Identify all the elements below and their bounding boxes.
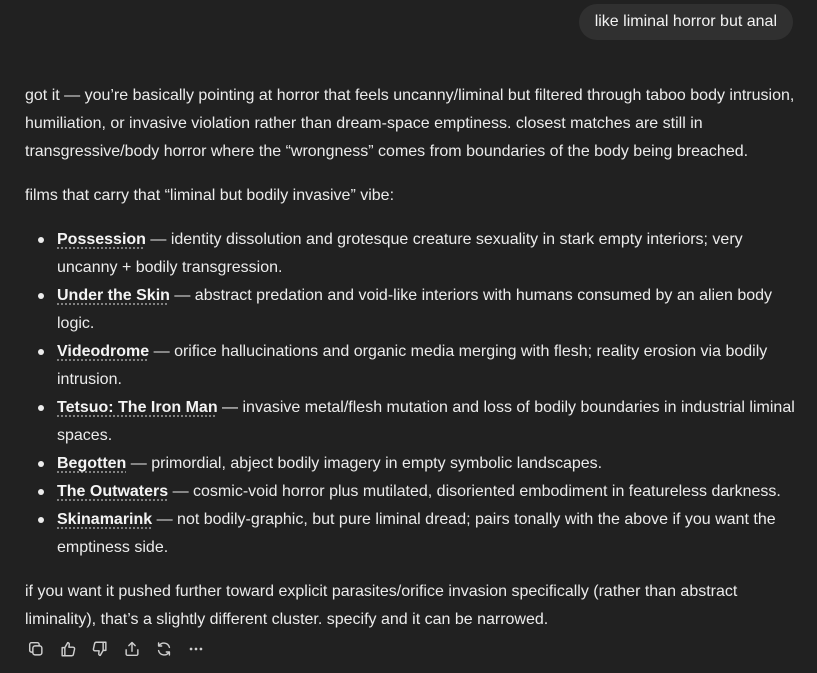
thumbs-up-button[interactable] xyxy=(56,638,80,660)
film-list xyxy=(25,226,800,562)
film-description: — cosmic-void horror plus mutilated, disoriented embodiment in featureless darkness. xyxy=(168,483,781,500)
list-item xyxy=(57,506,800,562)
user-message-bubble xyxy=(579,4,793,40)
share-icon xyxy=(123,640,141,658)
film-link[interactable]: Under the Skin xyxy=(57,287,170,304)
assistant-response xyxy=(25,82,800,634)
response-outro: if you want it pushed further toward explicit parasites/orifice invasion specifically (rather than abstract liminality), that’s a slightly different cluster. specify and it can be narrowed. xyxy=(25,583,738,628)
copy-button[interactable] xyxy=(24,638,48,660)
list-item xyxy=(57,282,800,338)
film-link[interactable]: Videodrome xyxy=(57,343,150,360)
film-description: — abstract predation and void-like interiors with humans consumed by an alien body logic. xyxy=(57,287,773,332)
list-item xyxy=(57,450,800,478)
response-lead: films that carry that “liminal but bodily invasive” vibe: xyxy=(25,187,395,204)
film-link[interactable]: Tetsuo: The Iron Man xyxy=(57,399,218,416)
more-icon xyxy=(187,640,205,658)
film-link[interactable]: Skinamarink xyxy=(57,511,153,528)
film-link[interactable]: The Outwaters xyxy=(57,483,169,500)
film-link[interactable]: Begotten xyxy=(57,455,127,472)
user-message-text: like liminal horror but anal xyxy=(594,13,777,30)
thumbs-up-icon xyxy=(59,640,77,658)
list-item xyxy=(57,226,800,282)
more-button[interactable] xyxy=(184,638,208,660)
regenerate-icon xyxy=(155,640,173,658)
share-button[interactable] xyxy=(120,638,144,660)
film-description: — not bodily-graphic, but pure liminal dread; pairs tonally with the above if you want the emptiness side. xyxy=(57,511,776,556)
list-item xyxy=(57,394,800,450)
thumbs-down-icon xyxy=(91,640,109,658)
message-actions xyxy=(24,638,208,660)
response-intro: got it — you’re basically pointing at horror that feels uncanny/liminal but filtered through taboo body intrusion, humiliation, or invasive violation rather than dream-space emptiness. closest matches are still in transgressive/body horror where the “wrongness” comes from boundaries of the body being breached. xyxy=(25,87,795,160)
regenerate-button[interactable] xyxy=(152,638,176,660)
film-description: — identity dissolution and grotesque creature sexuality in stark empty interiors; very uncanny + bodily transgression. xyxy=(57,231,743,276)
film-description: — invasive metal/flesh mutation and loss of bodily boundaries in industrial liminal spaces. xyxy=(57,399,795,444)
list-item xyxy=(57,338,800,394)
thumbs-down-button[interactable] xyxy=(88,638,112,660)
film-description: — orifice hallucinations and organic media merging with flesh; reality erosion via bodily intrusion. xyxy=(57,343,768,388)
list-item xyxy=(57,478,800,506)
film-link[interactable]: Possession xyxy=(57,231,146,248)
film-description: — primordial, abject bodily imagery in empty symbolic landscapes. xyxy=(126,455,603,472)
copy-icon xyxy=(27,640,45,658)
